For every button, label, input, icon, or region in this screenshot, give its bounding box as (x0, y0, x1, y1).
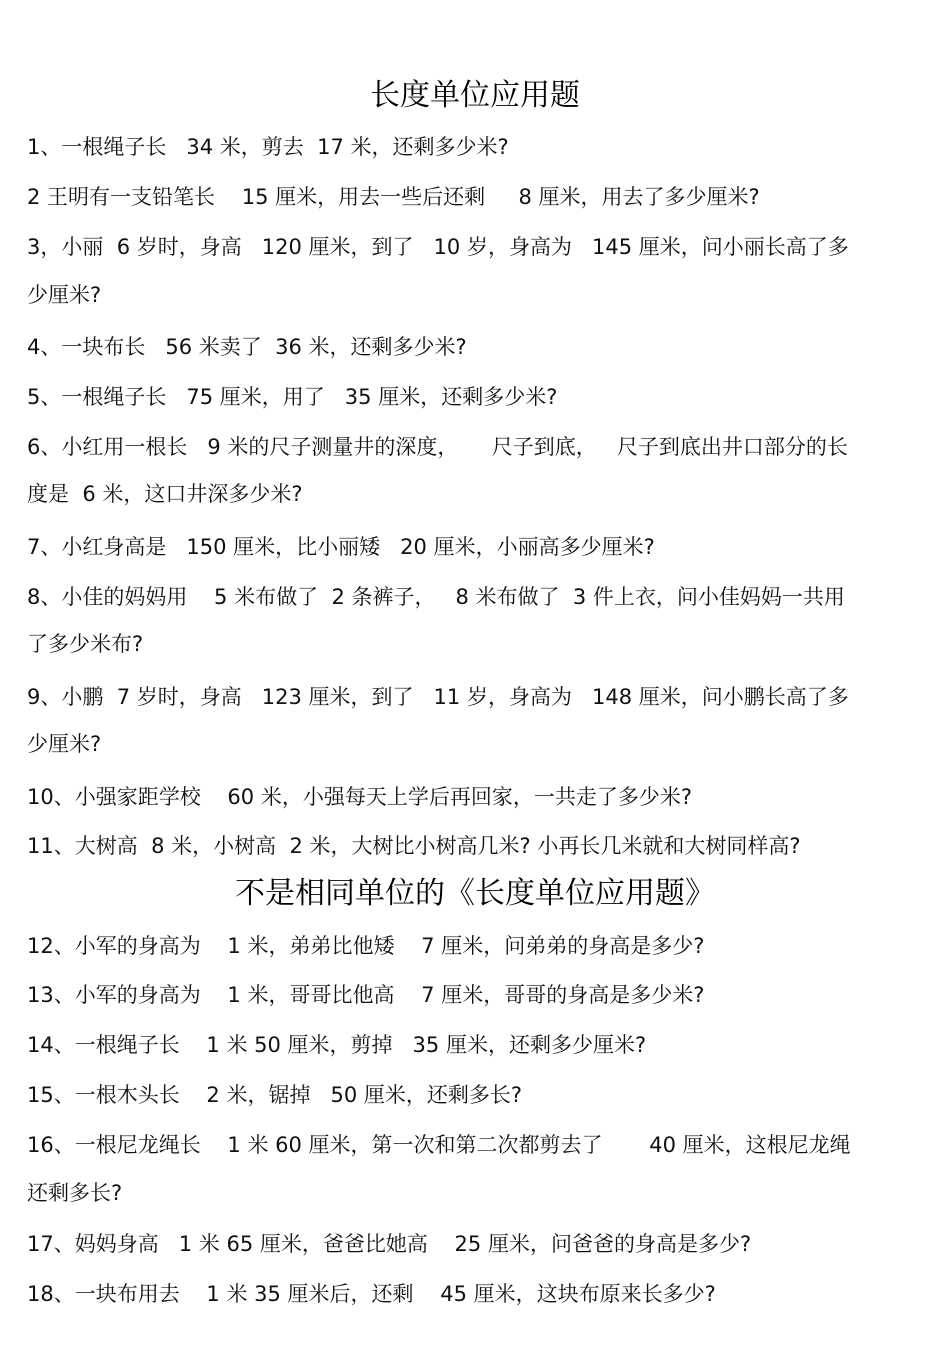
problem-7: 7、小红身高是 150 厘米，比小丽矮 20 厘米，小丽高多少厘米? (27, 535, 655, 559)
problem-16-line-1: 16、一根尼龙绳长 1 米 60 厘米，第一次和第二次都剪去了 40 厘米，这根尼龙绳 (27, 1133, 851, 1157)
problem-4: 4、一块布长 56 米卖了 36 米，还剩多少米? (27, 335, 467, 359)
problem-16-line-2: 还剩多长? (27, 1181, 123, 1205)
problem-6-line-1: 6、小红用一根长 9 米的尺子测量井的深度， 尺子到底， 尺子到底出井口部分的长 (27, 435, 848, 459)
problem-12: 12、小军的身高为 1 米，弟弟比他矮 7 厘米，问弟弟的身高是多少? (27, 934, 705, 958)
problem-9-line-2: 少厘米? (27, 732, 102, 756)
problem-6-line-2: 度是 6 米，这口井深多少米? (27, 482, 303, 506)
problem-1: 1、一根绳子长 34 米，剪去 17 米，还剩多少米? (27, 135, 509, 159)
section-title-mixed-units: 不是相同单位的《长度单位应用题》 (235, 876, 715, 911)
problem-2: 2 王明有一支铅笔长 15 厘米，用去一些后还剩 8 厘米，用去了多少厘米? (27, 185, 760, 209)
problem-10: 10、小强家距学校 60 米，小强每天上学后再回家，一共走了多少米? (27, 785, 692, 809)
problem-18: 18、一块布用去 1 米 35 厘米后，还剩 45 厘米，这块布原来长多少? (27, 1282, 716, 1306)
problem-9-line-1: 9、小鹏 7 岁时，身高 123 厘米，到了 11 岁，身高为 148 厘米，问小鹏长高了多 (27, 685, 849, 709)
problem-13: 13、小军的身高为 1 米，哥哥比他高 7 厘米，哥哥的身高是多少米? (27, 983, 705, 1007)
problem-8-line-2: 了多少米布? (27, 632, 144, 656)
problem-11: 11、大树高 8 米，小树高 2 米，大树比小树高几米? 小再长几米就和大树同样高? (27, 834, 801, 858)
problem-5: 5、一根绳子长 75 厘米，用了 35 厘米，还剩多少米? (27, 385, 558, 409)
section-title-length-units: 长度单位应用题 (370, 78, 580, 113)
problem-3-line-2: 少厘米? (27, 283, 102, 307)
problem-14: 14、一根绳子长 1 米 50 厘米，剪掉 35 厘米，还剩多少厘米? (27, 1033, 647, 1057)
problem-3-line-1: 3，小丽 6 岁时，身高 120 厘米，到了 10 岁，身高为 145 厘米，问小丽长高了多 (27, 235, 849, 259)
problem-8-line-1: 8、小佳的妈妈用 5 米布做了 2 条裤子， 8 米布做了 3 件上衣，问小佳妈妈一共用 (27, 585, 845, 609)
problem-15: 15、一根木头长 2 米，锯掉 50 厘米，还剩多长? (27, 1083, 523, 1107)
problem-17: 17、妈妈身高 1 米 65 厘米，爸爸比她高 25 厘米，问爸爸的身高是多少? (27, 1232, 752, 1256)
